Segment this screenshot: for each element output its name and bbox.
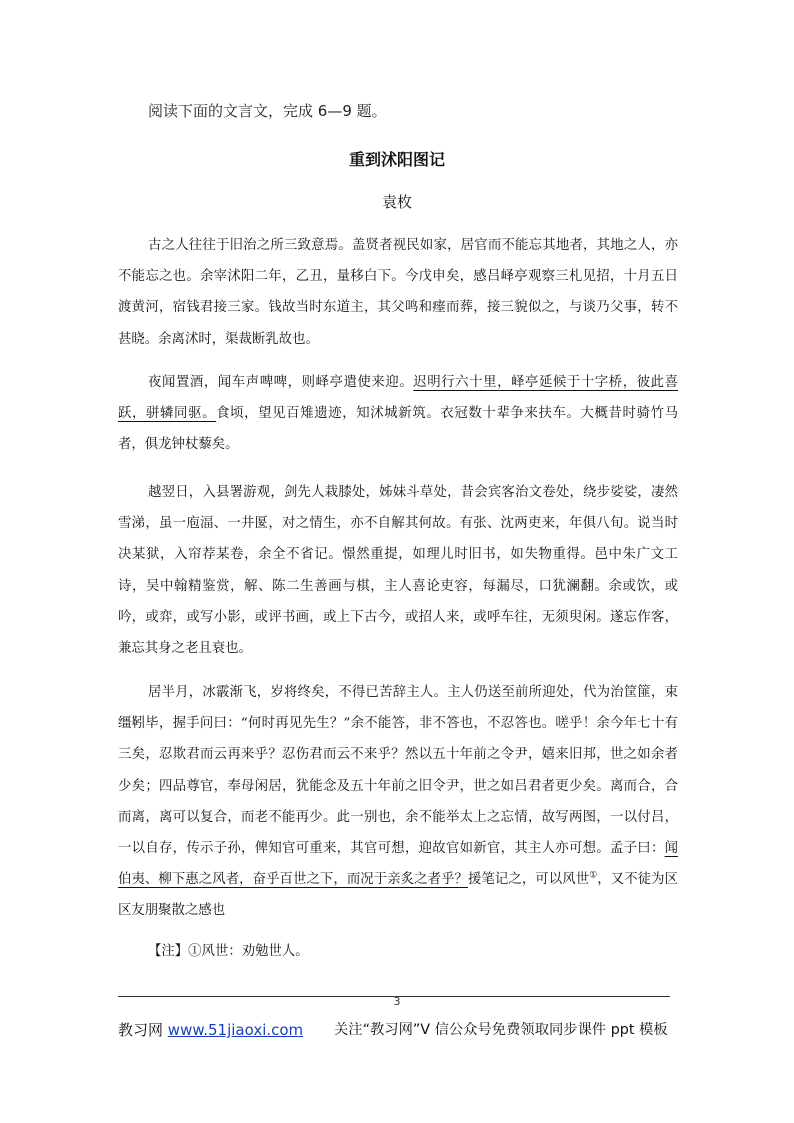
underlined-sentence-2: 闻伯夷、柳下惠之风者，奋乎百世之下，而况于亲炙之者乎？ xyxy=(118,841,678,888)
underlined-sentence-1: 迟明行六十里，峄亭延候于十字桥，彼此喜跃，骈辚同驱。 xyxy=(118,375,679,422)
paragraph-4-text-d: ，又不徒为区区友朋聚散之感也 xyxy=(118,872,678,919)
footer-site xyxy=(118,1019,303,1040)
essay-title: 重到沭阳图记 xyxy=(348,150,445,169)
paragraph-3: 越翌日，入县署游观，剑先人栽膝处，姊妹斗草处，昔会宾客治文卷处，绕步娑娑，凄然雪涕，虽一庖湢、一井匽，对之情生，亦不自解其何故。有张、沈两吏来，年俱八旬。说当时决某狱，入帘荐某卷，余全不省记。憬然重提，如理儿时旧书，如失物重得。邑中朱广文工诗，吴中翰精鉴赏，解、陈二生善画与棋，主人喜论吏容，每漏尽，口犹澜翻。余或饮，或吟，或弈，或写小影，或评书画，或上下古今，或招人来，或呼车往，无须臾闲。遂忘作客，兼忘其身之老且衰也。 xyxy=(118,485,678,657)
footer-promo: 关注“教习网”V 信公众号免费领取同步课件 ppt 模板 xyxy=(334,1022,668,1038)
page-number: 3 xyxy=(393,995,401,1008)
paragraph-4 xyxy=(118,677,678,927)
paragraph-2-text-a: 夜闻置酒，闻车声啤啤，则峄亭遣使来迎。 xyxy=(148,375,414,390)
footer-site-label: 教习网 xyxy=(118,1021,164,1039)
paragraph-2 xyxy=(118,367,678,461)
paragraph-4-text-c: 援笔记之，可以风世 xyxy=(468,872,590,888)
footnote-marker: ① xyxy=(589,870,598,881)
footer-site-link[interactable]: www.51jiaoxi.com xyxy=(167,1021,304,1039)
reading-instruction: 阅读下面的文言文，完成 6—9 题。 xyxy=(148,102,387,120)
paragraph-2-text-c: 食顷，望见百雉遗迹，知沭城新筑。衣冠数十辈争来扶车。大概昔时骑竹马者，俱龙钟杖藜矣。 xyxy=(118,406,678,453)
footnote: 【注】①风世：劝勉世人。 xyxy=(148,944,309,959)
paragraph-4-text-a: 居半月，冰霰渐飞，岁将终矣，不得已苦辞主人。主人仍送至前所迎处，代为治筐篚，束缰靷毕，握手问曰：“何时再见先生？”余不能答，非不答也，不忍答也。嗟乎！余今年七十有三矣，忍欺君而云再来乎？忍伤君而云不来乎？然以五十年前之令尹，嬉来旧邦，世之如余者少矣；四品尊官，奉母闲居，犹能念及五十年前之旧令尹，世之如吕君者更少矣。离而合，合而离，离可以复合，而老不能再少。此一别也，余不能举太上之忘情，故写两图，一以付吕，一以自存，传示子孙，俾知官可重来，其官可想，迎故官如新官，其主人亦可想。孟子曰： xyxy=(118,685,678,857)
essay-author: 袁枚 xyxy=(381,193,412,211)
paragraph-1: 古之人往往于旧治之所三致意焉。盖贤者视民如家，居官而不能忘其地者，其地之人，亦不能忘之也。余宰沭阳二年，乙丑，量移白下。今戊申矣，感吕峄亭观察三札见招，十月五日渡黄河，宿钱君接三家。钱故当时东道主，其父鸣和瘗而葬，接三貌似之，与谈乃父事，转不甚晓。余离沭时，渠裁断乳故也。 xyxy=(118,238,678,347)
